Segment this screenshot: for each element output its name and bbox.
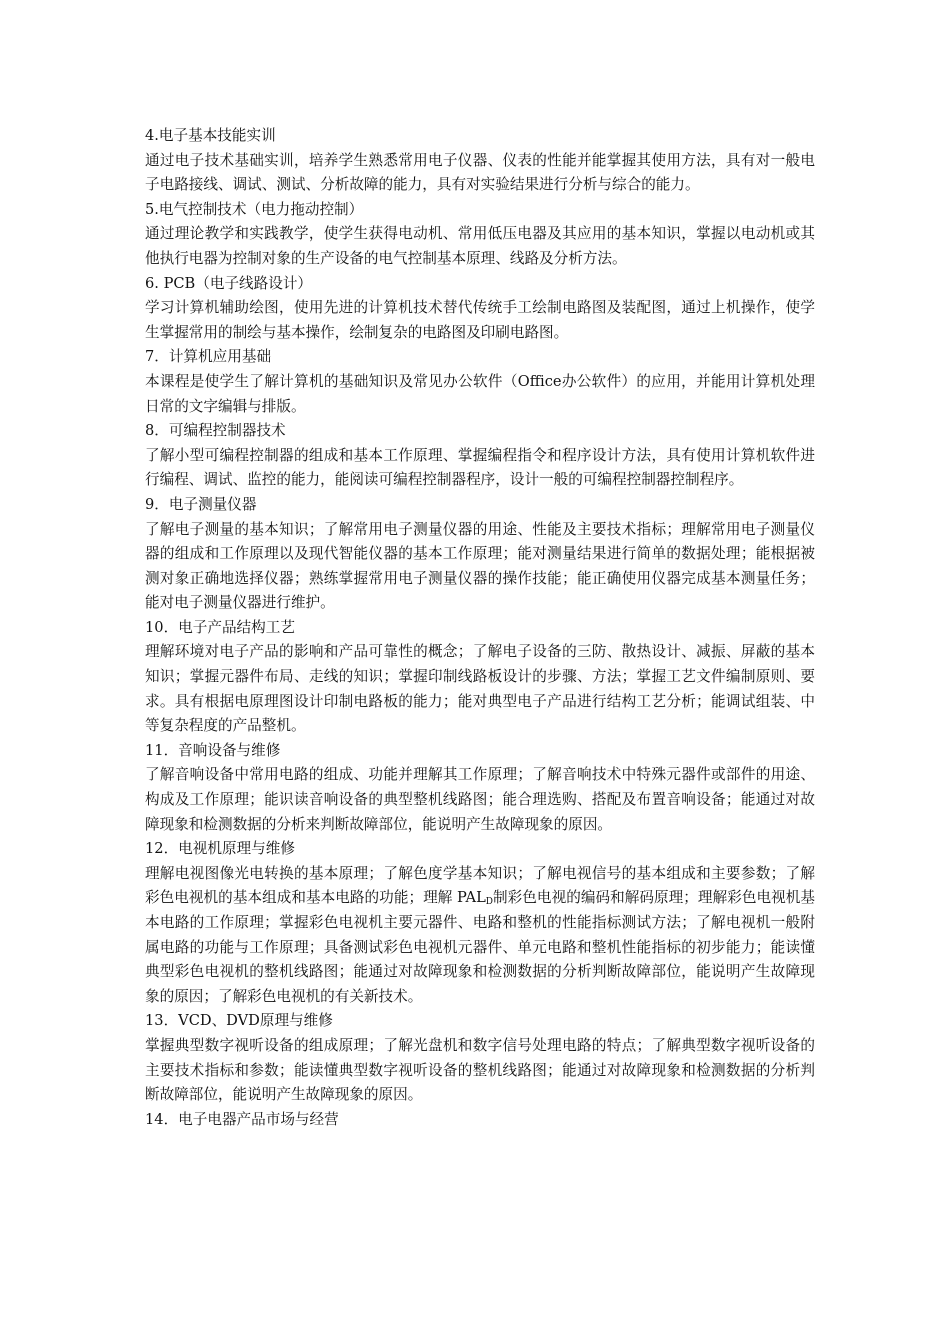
section-6-body: 学习计算机辅助绘图，使用先进的计算机技术替代传统手工绘制电路图及装配图，通过上机操作，使学生掌握常用的制绘与基本操作，绘制复杂的电路图及印刷电路图。 bbox=[145, 299, 815, 341]
section-9-heading: 9．电子测量仪器 bbox=[145, 495, 257, 513]
section-9-body: 了解电子测量的基本知识；了解常用电子测量仪器的用途、性能及主要技术指标；理解常用电子测量仪器的组成和工作原理以及现代智能仪器的基本工作原理；能对测量结果进行简单的数据处理；能根据被测对象正确地选择仪器；熟练掌握常用电子测量仪器的操作技能；能正确使用仪器完成基本测量任务；能对电子测量仪器进行维护。 bbox=[145, 520, 815, 612]
section-13-body: 掌握典型数字视听设备的组成原理；了解光盘机和数字信号处理电路的特点；了解典型数字视听设备的主要技术指标和参数；能读懂典型数字视听设备的整机线路图；能通过对故障现象和检测数据的分析判断故障部位，能说明产生故障现象的原因。 bbox=[145, 1036, 815, 1104]
section-7-body: 本课程是使学生了解计算机的基础知识及常见办公软件（Office办公软件）的应用，并能用计算机处理日常的文字编辑与排版。 bbox=[145, 372, 815, 415]
section-12-body bbox=[145, 862, 815, 1010]
section-8-body: 了解小型可编程控制器的组成和基本工作原理、掌握编程指令和程序设计方法，具有使用计算机软件进行编程、调试、监控的能力，能阅读可编程控制器程序，设计一般的可编程控制器控制程序。 bbox=[145, 446, 815, 489]
section-10-heading: 10．电子产品结构工艺 bbox=[145, 618, 295, 636]
section-4-body: 通过电子技术基础实训，培养学生熟悉常用电子仪器、仪表的性能并能掌握其使用方法，具有对一般电子电路接线、调试、测试、分析故障的能力，具有对实验结果进行分析与综合的能力。 bbox=[145, 151, 815, 194]
pal-subscript: D bbox=[485, 897, 493, 908]
section-12-body-start: 理解电视图像光电转换的基本原理；了解色度学基本知识；了解电视信号的基本组成和主要参数；了解彩色电视机的基本组成和基本电路的功能；理解 PAL bbox=[145, 864, 815, 907]
document-page bbox=[145, 124, 815, 1132]
section-12-body-end: 制彩色电视的编码和解码原理；理解彩色电视机基本电路的工作原理；掌握彩色电视机主要元器件、电路和整机的性能指标测试方法；了解电视机一般附属电路的功能与工作原理；具备测试彩色电视机元器件、单元电路和整机性能指标的初步能力；能读懂典型彩色电视机的整机线路图；能通过对故障现象和检测数据的分析判断故障部位，能说明产生故障现象的原因；了解彩色电视机的有关新技术。 bbox=[145, 889, 815, 1005]
section-11-heading: 11．音响设备与维修 bbox=[145, 741, 281, 759]
section-14-heading: 14．电子电器产品市场与经营 bbox=[145, 1110, 339, 1128]
section-11-body: 了解音响设备中常用电路的组成、功能并理解其工作原理；了解音响技术中特殊元器件或部件的用途、构成及工作原理；能识读音响设备的典型整机线路图；能合理选购、搭配及布置音响设备；能通过对故障现象和检测数据的分析来判断故障部位，能说明产生故障现象的原因。 bbox=[145, 766, 815, 833]
section-10-body: 理解环境对电子产品的影响和产品可靠性的概念；了解电子设备的三防、散热设计、减振、屏蔽的基本知识；掌握元器件布局、走线的知识；掌握印制线路板设计的步骤、方法；掌握工艺文件编制原则、要求。具有根据电原理图设计印制电路板的能力；能对典型电子产品进行结构工艺分析；能调试组装、中等复杂程度的产品整机。 bbox=[145, 643, 815, 735]
section-6-heading: 6. PCB（电子线路设计） bbox=[145, 274, 313, 292]
section-13-heading: 13．VCD、DVD原理与维修 bbox=[145, 1012, 333, 1030]
section-5-body: 通过理论教学和实践教学，使学生获得电动机、常用低压电器及其应用的基本知识，掌握以电动机或其他执行电器为控制对象的生产设备的电气控制基本原理、线路及分析方法。 bbox=[145, 225, 815, 267]
section-4-heading: 4.电子基本技能实训 bbox=[145, 127, 276, 144]
section-5-heading: 5.电气控制技术（电力拖动控制） bbox=[145, 200, 364, 218]
section-12-heading: 12．电视机原理与维修 bbox=[145, 840, 295, 858]
section-8-heading: 8．可编程控制器技术 bbox=[145, 422, 286, 440]
section-7-heading: 7．计算机应用基础 bbox=[145, 348, 272, 366]
